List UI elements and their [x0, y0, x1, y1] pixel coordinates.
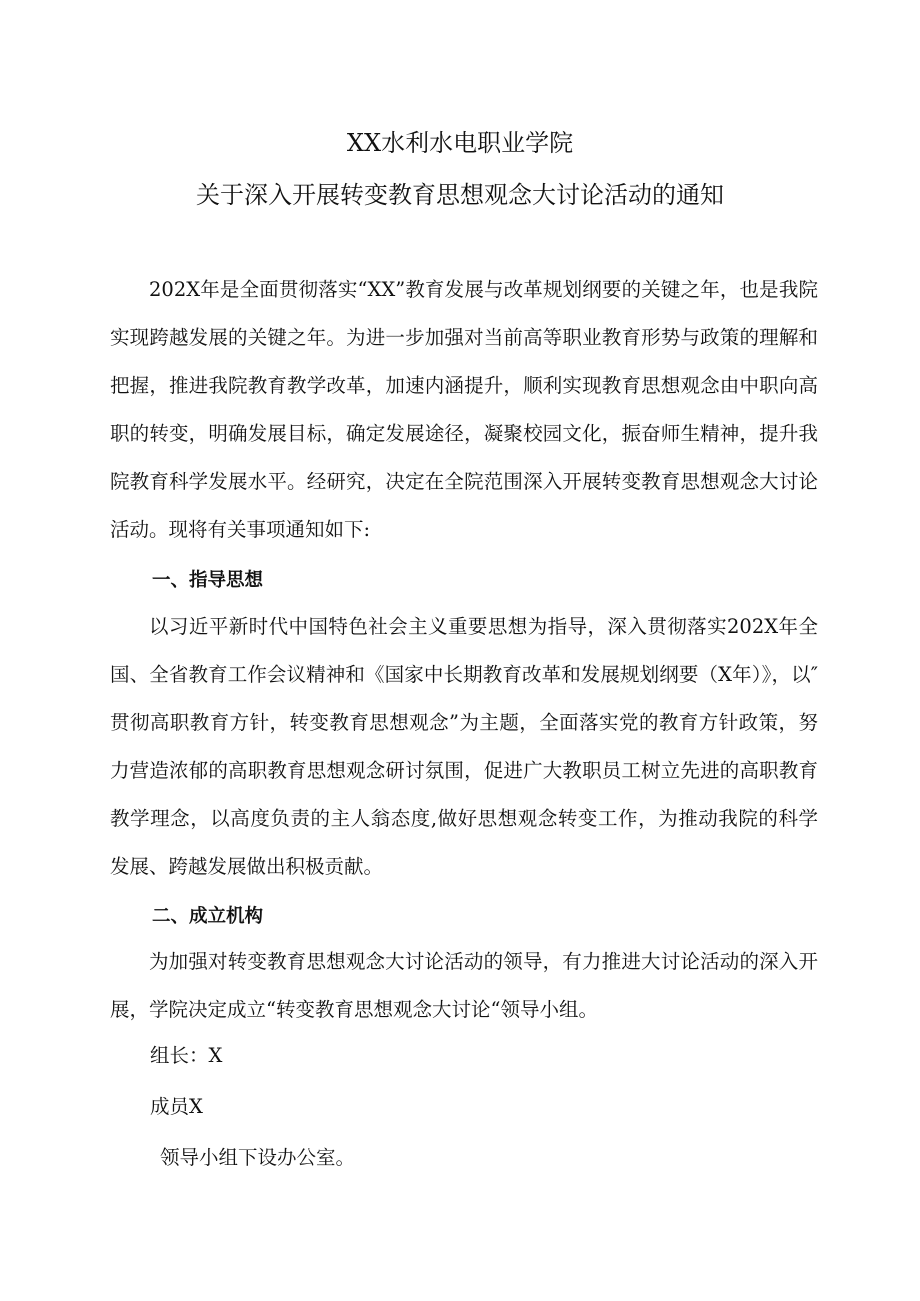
group-members-line: 成员X: [150, 1095, 203, 1118]
group-leader-line: 组长：X: [150, 1044, 223, 1067]
guiding-ideology-paragraph: 以习近平新时代中国特色社会主义重要思想为指导，深入贯彻落实202X年全国、全省教育工作会议精神和《国家中长期教育改革和发展规划纲要（X年）》，以″贯彻高职教育方针，转变教育思想观念”为主题，全面落实党的教育方针政策，努力营造浓郁的高职教育思想观念研讨氛围，促进广大教职员工树立先进的高职教育教学理念，以高度负责的主人翁态度,做好思想观念转变工作，为推动我院的科学发展、跨越发展做出积极贡献。: [110, 615, 818, 878]
section-heading-establish-organization: 二、成立机构: [152, 906, 264, 927]
establish-organization-paragraph: 为加强对转变教育思想观念大讨论活动的领导，有力推进大讨论活动的深入开展，学院决定成立“转变教育思想观念大讨论“领导小组。: [110, 950, 818, 1021]
office-line: 领导小组下设办公室。: [160, 1146, 356, 1169]
document-title-line-2: 关于深入开展转变教育思想观念大讨论活动的通知: [196, 181, 724, 209]
intro-paragraph: 202X年是全面贯彻落实“XX”教育发展与改革规划纲要的关键之年，也是我院实现跨越发展的关键之年。为进一步加强对当前高等职业教育形势与政策的理解和把握，推进我院教育教学改革，加速内涵提升，顺利实现教育思想观念由中职向高职的转变，明确发展目标，确定发展途径，凝聚校园文化，振奋师生精神，提升我院教育科学发展水平。经研究，决定在全院范围深入开展转变教育思想观念大讨论活动。现将有关事项通知如下:: [110, 278, 818, 541]
document-title-line-1: XX水利水电职业学院: [346, 129, 574, 157]
section-heading-guiding-ideology: 一、指导思想: [152, 570, 264, 591]
